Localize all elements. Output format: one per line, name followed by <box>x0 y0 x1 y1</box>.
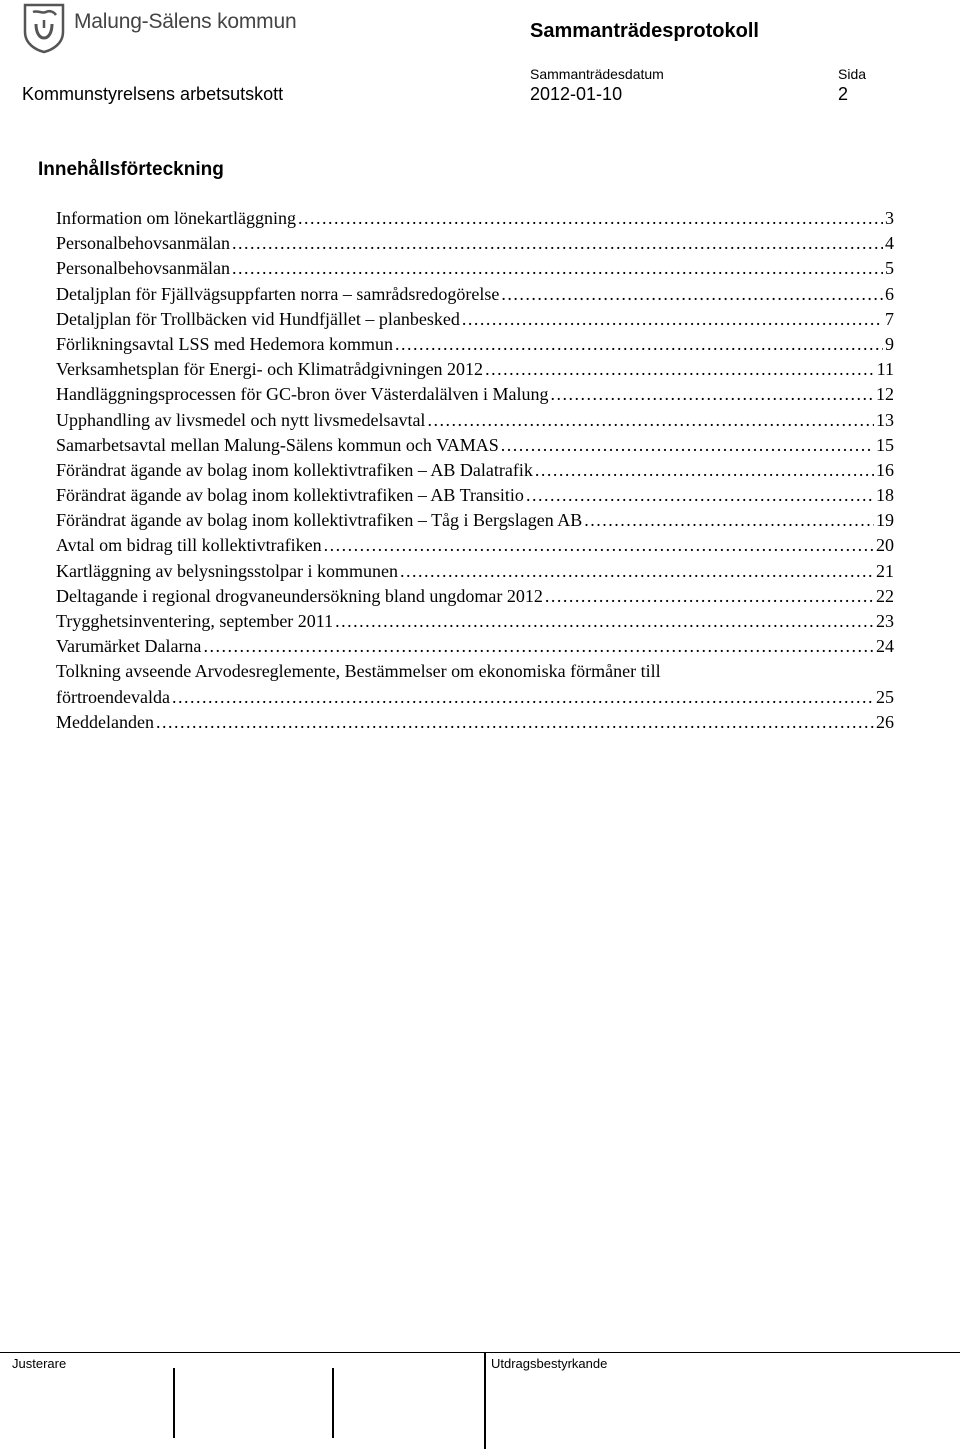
dot-leader <box>462 307 883 332</box>
toc-entry-title: Verksamhetsplan för Energi- och Klimatrådgivningen 2012 <box>56 359 484 380</box>
toc-entry-page: 23 <box>876 611 894 631</box>
toc-entry-title: Detaljplan för Fjällvägsuppfarten norra – samrådsredogörelse <box>56 283 500 304</box>
dot-leader <box>172 685 874 710</box>
dot-leader <box>551 382 874 407</box>
dot-leader <box>427 408 874 433</box>
toc-entry-title: Förändrat ägande av bolag inom kollektivtrafiken – AB Dalatrafik <box>56 459 533 480</box>
toc-entry-wrapped[interactable] <box>56 659 894 709</box>
dot-leader <box>535 458 874 483</box>
signature-box-divider <box>173 1368 175 1438</box>
toc-entry-title: Kartläggning av belysningsstolpar i kommunen <box>56 560 398 581</box>
toc-entry-title: Personalbehovsanmälan <box>56 233 230 254</box>
municipality-logo <box>22 2 322 58</box>
dot-leader <box>501 282 883 307</box>
toc-entry[interactable] <box>56 408 894 433</box>
toc-entry[interactable] <box>56 559 894 584</box>
dot-leader <box>400 559 874 584</box>
toc-entry-title: Trygghetsinventering, september 2011 <box>56 611 334 631</box>
footer-column-divider <box>484 1352 486 1449</box>
toc-entry[interactable] <box>56 584 894 609</box>
toc-entry-page: 25 <box>876 686 894 707</box>
coat-of-arms-icon <box>22 2 66 54</box>
dot-leader <box>203 634 874 659</box>
toc-entry-page: 3 <box>885 208 894 228</box>
toc-entry-title: Varumärket Dalarna <box>56 636 202 657</box>
certifier-label: Utdragsbestyrkande <box>491 1356 608 1371</box>
toc-heading: Innehållsförteckning <box>38 159 224 180</box>
toc-entry-title-line2: förtroendevalda <box>56 686 170 707</box>
toc-entry[interactable] <box>56 433 894 458</box>
toc-entry[interactable] <box>56 256 894 281</box>
page-number: 2 <box>838 84 849 104</box>
toc-entry[interactable] <box>56 634 894 659</box>
toc-entry-title: Förändrat ägande av bolag inom kollektivtrafiken – Tåg i Bergslagen AB <box>56 510 583 531</box>
toc-entry-title: Förändrat ägande av bolag inom kollektivtrafiken – AB Transitio <box>56 485 524 506</box>
footer-divider <box>0 1352 960 1353</box>
toc-entry-page: 9 <box>885 333 894 354</box>
toc-entry[interactable] <box>56 710 894 735</box>
toc-entry-page: 21 <box>876 560 894 581</box>
toc-entry-title-line1: Tolkning avseende Arvodesreglemente, Bestämmelser om ekonomiska förmåner till <box>56 661 661 682</box>
toc-entry-page: 12 <box>876 384 894 405</box>
toc-entry-title: Förlikningsavtal LSS med Hedemora kommun <box>56 333 393 354</box>
toc-entry-page: 15 <box>876 434 894 455</box>
toc-entry[interactable] <box>56 609 894 634</box>
toc-entry-page: 11 <box>876 359 894 380</box>
toc-entry-title: Meddelanden <box>56 711 154 732</box>
body-name: Kommunstyrelsens arbetsutskott <box>22 84 284 104</box>
signature-box-divider <box>332 1368 334 1438</box>
document-type: Sammanträdesprotokoll <box>530 20 759 42</box>
meeting-date: 2012-01-10 <box>530 84 623 104</box>
toc-entry[interactable] <box>56 282 894 307</box>
dot-leader <box>485 357 875 382</box>
dot-leader <box>298 206 883 231</box>
toc-entry-title: Deltagande i regional drogvaneundersökning bland ungdomar 2012 <box>56 585 543 606</box>
toc-entry-title: Personalbehovsanmälan <box>56 258 230 279</box>
toc-entry-title: Avtal om bidrag till kollektivtrafiken <box>56 535 322 556</box>
toc-entry-title: Detaljplan för Trollbäcken vid Hundfjället – planbesked <box>56 308 460 329</box>
toc-list <box>56 206 894 735</box>
toc-entry-title: Samarbetsavtal mellan Malung-Sälens kommun och VAMAS <box>56 434 499 455</box>
toc-entry[interactable] <box>56 357 894 382</box>
toc-entry-page: 5 <box>885 258 894 279</box>
dot-leader <box>232 256 883 281</box>
date-label: Sammanträdesdatum <box>530 66 664 82</box>
dot-leader <box>335 609 874 634</box>
toc-entry[interactable] <box>56 231 894 256</box>
toc-entry[interactable] <box>56 307 894 332</box>
toc-entry-page: 7 <box>885 308 894 329</box>
dot-leader <box>395 332 883 357</box>
toc-entry-page: 16 <box>876 459 894 480</box>
toc-entry[interactable] <box>56 533 894 558</box>
org-name: Malung-Sälens kommun <box>74 10 297 33</box>
dot-leader <box>156 710 874 735</box>
dot-leader <box>545 584 874 609</box>
toc-entry[interactable] <box>56 332 894 357</box>
dot-leader <box>232 231 883 256</box>
toc-entry[interactable] <box>56 206 894 231</box>
dot-leader <box>584 508 874 533</box>
toc-entry-page: 22 <box>876 585 894 606</box>
toc-entry-page: 13 <box>876 409 894 430</box>
signer-label: Justerare <box>12 1356 67 1371</box>
toc-entry[interactable] <box>56 458 894 483</box>
dot-leader <box>501 433 874 458</box>
toc-entry-title: Information om lönekartläggning <box>56 208 296 228</box>
toc-entry-page: 19 <box>876 510 894 531</box>
toc-entry[interactable] <box>56 483 894 508</box>
toc-entry-page: 24 <box>876 636 894 657</box>
toc-entry-title: Handläggningsprocessen för GC-bron över Västerdalälven i Malung <box>56 384 549 405</box>
toc-entry-page: 4 <box>885 233 894 254</box>
toc-entry-page: 6 <box>885 283 894 304</box>
toc-entry-page: 26 <box>876 711 894 732</box>
toc-entry[interactable] <box>56 382 894 407</box>
toc-entry-page: 18 <box>876 485 894 506</box>
toc-entry-title: Upphandling av livsmedel och nytt livsmedelsavtal <box>56 409 426 430</box>
page-label: Sida <box>838 66 867 82</box>
toc-entry[interactable] <box>56 508 894 533</box>
dot-leader <box>526 483 874 508</box>
dot-leader <box>324 533 874 558</box>
toc-entry-page: 20 <box>876 535 894 556</box>
